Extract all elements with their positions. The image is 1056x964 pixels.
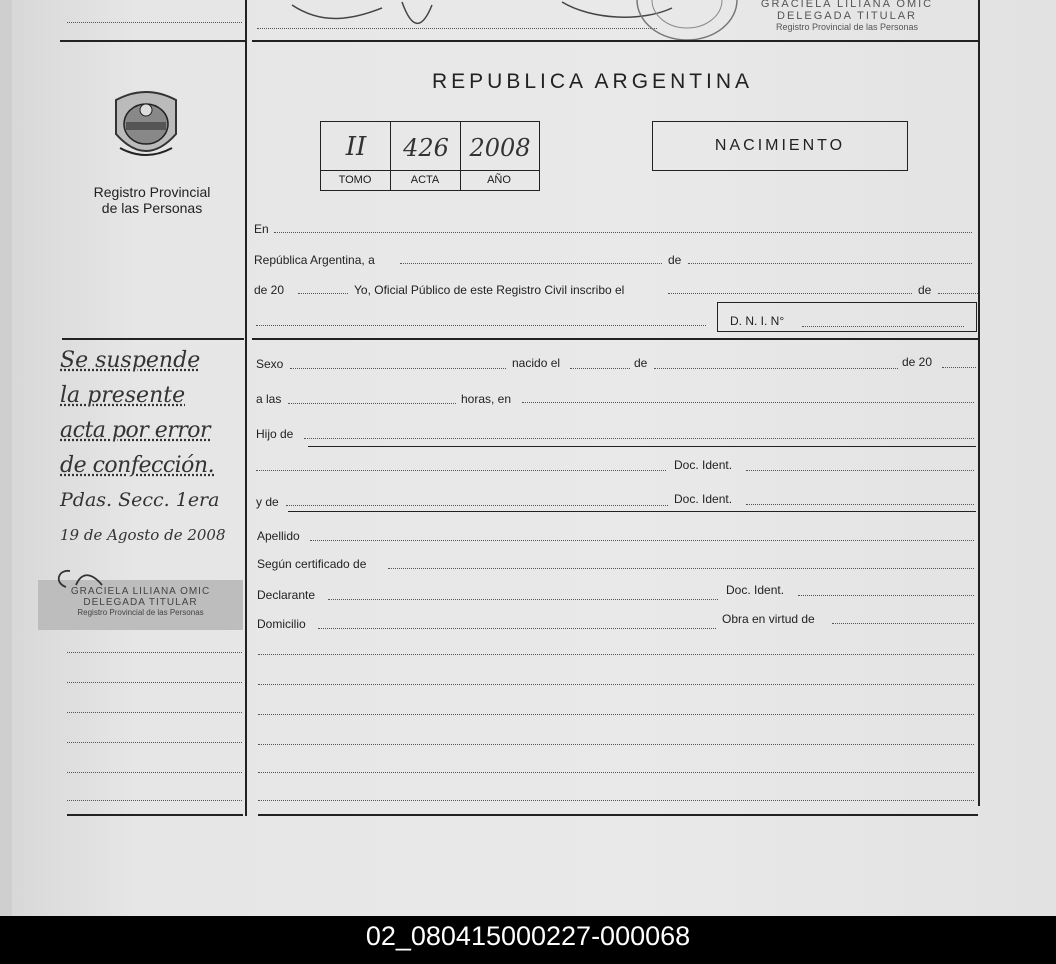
dotted-line bbox=[67, 682, 242, 683]
label-doc-ident: Doc. Ident. bbox=[674, 492, 733, 506]
dotted-line bbox=[258, 800, 974, 801]
label-segun-certificado: Según certificado de bbox=[257, 557, 367, 571]
stamp-left: GRACIELA LILIANA OMIC DELEGADA TITULAR Registro Provincial de las Personas bbox=[38, 580, 243, 630]
country-title: REPUBLICA ARGENTINA bbox=[432, 70, 754, 93]
stamp-top: GRACIELA LILIANA OMIC DELEGADA TITULAR Registro Provincial de las Personas bbox=[760, 0, 934, 32]
dotted-line bbox=[256, 470, 666, 471]
dotted-line bbox=[258, 714, 974, 715]
right-border bbox=[978, 0, 980, 806]
document-page bbox=[12, 0, 1056, 916]
dotted-line bbox=[746, 470, 974, 471]
dotted-line bbox=[67, 772, 242, 773]
provincial-emblem-icon bbox=[110, 88, 182, 168]
dotted-line bbox=[256, 325, 706, 326]
rule bbox=[320, 170, 540, 171]
dotted-line bbox=[318, 628, 716, 629]
dotted-line bbox=[668, 293, 912, 294]
dotted-line bbox=[746, 504, 974, 505]
document-id-footer: 02_080415000227-000068 bbox=[0, 916, 1056, 964]
dotted-line bbox=[67, 652, 242, 653]
tomo-value: II bbox=[345, 132, 367, 162]
label-de-20: de 20 bbox=[254, 283, 285, 297]
dotted-line bbox=[67, 22, 242, 23]
rule bbox=[60, 40, 245, 42]
label-doc-ident: Doc. Ident. bbox=[674, 458, 733, 472]
label-de: de bbox=[668, 253, 682, 267]
label-de: de bbox=[918, 283, 932, 297]
label-yo-oficial: Yo, Oficial Público de este Registro Civil inscribo el bbox=[354, 283, 625, 297]
dotted-line bbox=[802, 326, 964, 327]
dotted-line bbox=[290, 368, 506, 369]
rule bbox=[67, 814, 243, 816]
signature-scribble bbox=[262, 0, 682, 38]
initials-scribble bbox=[52, 565, 112, 595]
dotted-line bbox=[310, 540, 974, 541]
label-en: En bbox=[254, 222, 269, 236]
label-domicilio: Domicilio bbox=[257, 617, 306, 631]
round-seal-top bbox=[632, 0, 742, 40]
handwritten-annotation: Se suspende la presente acta por error de confección. Pdas. Secc. 1era 19 de Agosto de 2008 bbox=[60, 348, 226, 544]
dotted-line bbox=[688, 263, 972, 264]
dotted-line bbox=[286, 505, 668, 506]
dotted-line bbox=[258, 654, 974, 655]
label-horas: horas, en bbox=[461, 392, 512, 406]
label-nacido: nacido el bbox=[512, 356, 561, 370]
dotted-line bbox=[258, 772, 974, 773]
rule bbox=[288, 511, 976, 512]
anio-label: AÑO bbox=[487, 174, 511, 186]
acta-label: ACTA bbox=[410, 174, 440, 186]
dotted-line bbox=[274, 232, 972, 233]
dotted-line bbox=[570, 368, 630, 369]
tomo-label: TOMO bbox=[338, 174, 372, 186]
dotted-line bbox=[388, 568, 974, 569]
rule bbox=[252, 40, 978, 42]
rule bbox=[62, 338, 244, 340]
registry-name: Registro Provincial de las Personas bbox=[93, 184, 211, 216]
dotted-line bbox=[832, 623, 974, 624]
dotted-line bbox=[400, 263, 662, 264]
dotted-line bbox=[942, 367, 976, 368]
dotted-line bbox=[522, 402, 974, 403]
dotted-line bbox=[258, 684, 974, 685]
label-dni: D. N. I. N° bbox=[730, 314, 785, 328]
dotted-line bbox=[798, 595, 974, 596]
label-y-de: y de bbox=[256, 495, 279, 509]
dotted-line bbox=[304, 438, 974, 439]
dotted-line bbox=[67, 742, 242, 743]
anio-value: 2008 bbox=[469, 134, 531, 162]
label-obra-en-virtud: Obra en virtud de bbox=[722, 612, 815, 626]
dotted-line bbox=[67, 712, 242, 713]
label-republica: República Argentina, a bbox=[254, 253, 375, 267]
label-apellido: Apellido bbox=[257, 529, 300, 543]
dotted-line bbox=[938, 293, 978, 294]
dotted-line bbox=[654, 368, 898, 369]
dotted-line bbox=[67, 800, 242, 801]
dotted-line bbox=[258, 744, 974, 745]
label-declarante: Declarante bbox=[257, 588, 316, 602]
label-sexo: Sexo bbox=[256, 357, 284, 371]
dotted-line bbox=[298, 293, 348, 294]
label-a-las: a las bbox=[256, 392, 282, 406]
label-doc-ident: Doc. Ident. bbox=[726, 583, 785, 597]
rule bbox=[258, 814, 978, 816]
label-de-20: de 20 bbox=[902, 355, 933, 369]
dotted-line bbox=[288, 403, 456, 404]
acta-value: 426 bbox=[403, 134, 449, 162]
label-de: de bbox=[634, 356, 648, 370]
label-hijo-de: Hijo de bbox=[256, 427, 294, 441]
dotted-line bbox=[328, 599, 718, 600]
rule bbox=[252, 338, 978, 340]
rule bbox=[308, 446, 976, 447]
certificate-type: NACIMIENTO bbox=[714, 137, 846, 154]
